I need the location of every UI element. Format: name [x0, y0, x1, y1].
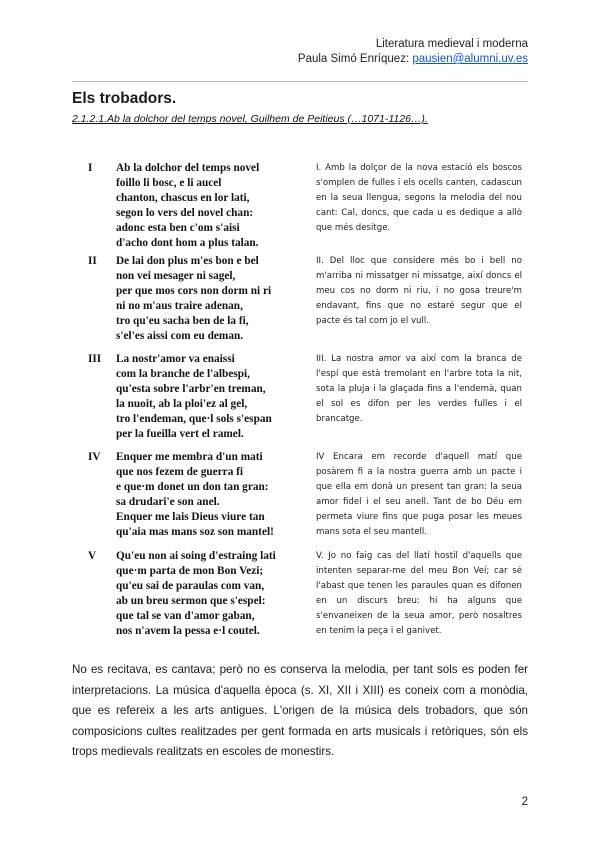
verse-line: qu'esta sobre l'arbr'en treman,: [116, 383, 266, 395]
verse-line: per la fueilla vert el ramel.: [116, 428, 244, 440]
stanza-number: III: [88, 353, 102, 365]
verse-line: De lai don plus m'es bon e bel: [116, 255, 259, 267]
verse-line: Ab la dolchor del temps novel: [116, 162, 260, 174]
verse-line: foillo li bosc, e li aucel: [116, 177, 222, 189]
header-course: Literatura medieval i moderna: [375, 38, 528, 50]
verse-line: qu'eu sai de paraulas com van,: [116, 580, 265, 592]
verse-line: tro qu'eu sacha ben de la fi,: [116, 315, 249, 327]
verse-line: ni no m'aus traire adenan,: [116, 300, 243, 312]
verse-line: que·m parta de mon Bon Vezi;: [116, 565, 264, 577]
page-title: Els trobadors.: [72, 90, 177, 107]
verse-line: d'acho dont hom a plus talan.: [116, 237, 259, 249]
verse-line: adonc esta ben c'om s'aisi: [116, 222, 240, 234]
body-paragraph: No es recitava, es cantava; però no es conserva la melodia, per tant sols es poden fer interpretacions. La música d'aquella època (s. XI, XII i XIII) es coneix com a monòdia, que es refereix a les arts antigues. L'origen de la música dels trobadors, que són composicions cultes realitzades per gent formada en arts musicals i retòriques, són els trops medievals realitzats en escoles de monestirs.: [72, 663, 528, 758]
verse-line: La nostr'amor va enaissi: [116, 353, 235, 365]
verse-line: per que mos cors non dorm ni ri: [116, 285, 272, 297]
stanza-number: IV: [88, 451, 101, 463]
verse-line: Qu'eu non ai soing d'estraing lati: [116, 550, 276, 562]
header-divider: [72, 81, 528, 82]
verse-line: s'el'es aissi com eu deman.: [116, 330, 244, 342]
verse-line: ab un breu sermon que s'espel:: [116, 595, 266, 607]
stanza-number: V: [88, 550, 97, 562]
stanza-lines: [116, 549, 276, 639]
stanza-translation: V. Jo no faig cas del llatí hostil d'aquells que intenten separar-me del meu Bon Veí; car sé l'abast que tenen les paraules quan es difonen en un discurs breu: hi ha alguns que s'envaneixen de la seua amor, però nosaltres en tenim la peça i el ganivet.: [316, 551, 522, 636]
stanza-translation: III. La nostra amor va així com la branca de l'espí que està tremolant en l'arbre tota la nit, sota la pluja i la glaçada fins a l'endemà, quan el sol es difon per les verdes fulles i el brancatge.: [316, 354, 522, 424]
verse-line: com la branche de l'albespi,: [116, 368, 250, 380]
stanza-lines: [116, 450, 274, 540]
verse-line: que nos fezem de guerra fi: [116, 466, 244, 478]
stanza-translation: II. Del lloc que considere més bo i bell no m'arriba ni missatger ni missatge, així doncs el meu cos no dorm ni riu, i no gosa treure'm endavant, fins que no estaré segur que el pacte és tal com jo el vull.: [316, 256, 522, 326]
verse-line: Enquer me lais Dieus viure tan: [116, 511, 265, 523]
stanza-lines: [116, 352, 272, 442]
verse-line: non vei mesager ni sagel,: [116, 270, 236, 282]
email-link[interactable]: pausien@alumni.uv.es: [412, 53, 528, 65]
verse-line: nos n'avem la pessa e·l coutel.: [116, 625, 260, 637]
stanza-lines: [116, 254, 271, 344]
stanza-translation: I. Amb la dolçor de la nova estació els boscos s'omplen de fulles i els ocells canten, cadascun en la seua llengua, segons la melodia del nou cant: Cal, doncs, que cada u es dedique a allò que més desitge.: [316, 163, 522, 233]
verse-line: qu'aia mas mans soz son mantel!: [116, 526, 274, 538]
header-author-line: [298, 52, 528, 67]
stanza-number: II: [88, 255, 97, 267]
verse-line: e que·m donet un don tan gran:: [116, 481, 269, 493]
stanza-number: I: [88, 162, 93, 174]
verse-line: chanton, chascus en lor lati,: [116, 192, 250, 204]
page-number: 2: [521, 796, 528, 808]
verse-line: sa drudari'e son anel.: [116, 496, 220, 508]
verse-line: Enquer me membra d'un mati: [116, 451, 263, 463]
verse-line: la nuoit, ab la ploi'ez al gel,: [116, 398, 248, 410]
stanza-lines: [116, 161, 259, 251]
header-author: Paula Simó Enríquez:: [297, 53, 413, 65]
verse-line: que tal se van d'amor gaban,: [116, 610, 255, 622]
verse-line: tro l'endeman, que·l sols s'espan: [116, 413, 272, 425]
section-subtitle: 2.1.2.1.Ab la dolchor del temps novel, Guilhem de Peitieus (…1071-1126…).: [72, 113, 428, 125]
verse-line: segon lo vers del novel chan:: [116, 207, 254, 219]
stanza-translation: IV Encara em recorde d'aquell matí que posàrem fi a la nostra guerra amb un pacte i que ella em donà un present tan gran: la seua amor fidel i el seu anell. Tant de bo Déu em permeta viure fins que puga posar les meues mans sota el seu mantell.: [316, 452, 522, 537]
